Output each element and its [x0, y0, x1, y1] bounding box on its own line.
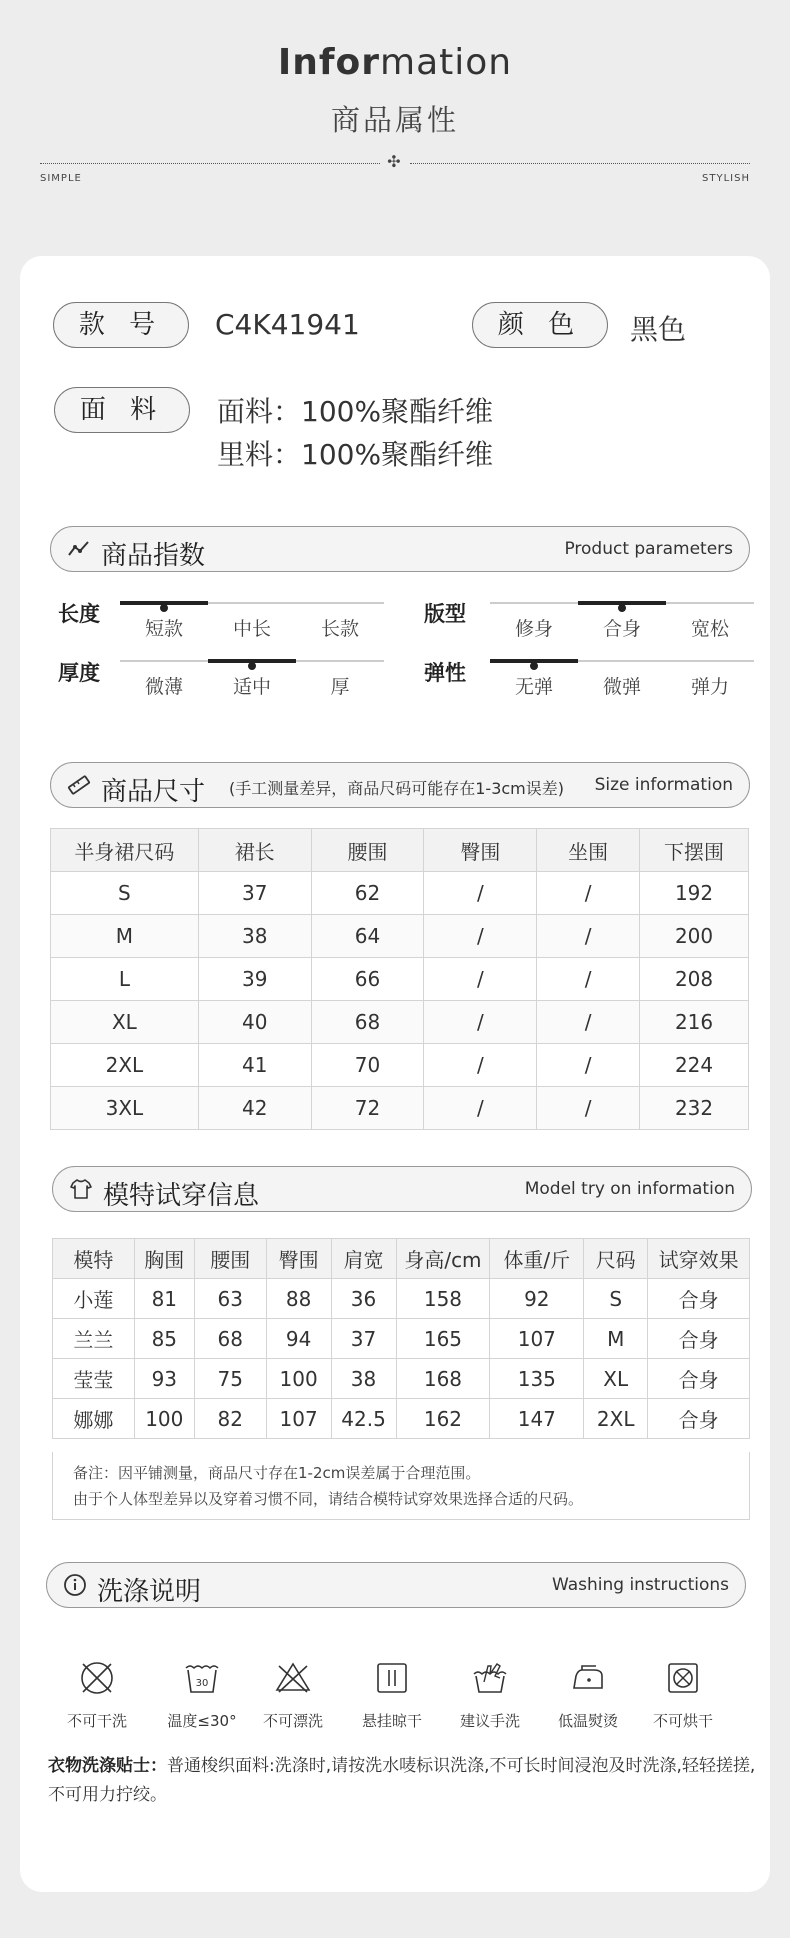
table-cell: 232: [640, 1087, 749, 1130]
table-cell: 64: [311, 915, 424, 958]
index-label: 弹性: [424, 661, 466, 685]
no-dry-clean-icon: [77, 1658, 117, 1698]
table-cell: 2XL: [584, 1399, 648, 1439]
column-header: 臀围: [266, 1239, 331, 1279]
table-row: [51, 1001, 749, 1044]
low-iron-icon: [568, 1658, 608, 1698]
model-table: [52, 1238, 750, 1439]
scale-marker: [618, 604, 626, 612]
section-en-title: Size information: [594, 775, 733, 795]
scale-marker: [160, 604, 168, 612]
table-cell: 100: [134, 1399, 194, 1439]
table-cell: XL: [584, 1359, 648, 1399]
stylish-tag: STYLISH: [702, 173, 750, 184]
model-note-box: [52, 1452, 750, 1520]
column-header: 身高/cm: [396, 1239, 490, 1279]
divider-right: [410, 163, 750, 164]
table-cell: 62: [311, 872, 424, 915]
fabric-line-2: 里料：100%聚酯纤维: [217, 438, 494, 471]
index-label: 版型: [424, 602, 466, 626]
color-value: 黑色: [630, 313, 687, 346]
scale-option: 宽松: [690, 618, 729, 640]
hand-wash-icon: [470, 1658, 510, 1698]
table-cell: 42: [198, 1087, 311, 1130]
table-cell: 2XL: [51, 1044, 199, 1087]
column-header: 半身裙尺码: [51, 829, 199, 872]
table-cell: 224: [640, 1044, 749, 1087]
table-cell: XL: [51, 1001, 199, 1044]
table-cell: L: [51, 958, 199, 1001]
column-header: 尺码: [584, 1239, 648, 1279]
page-title: Information: [277, 42, 513, 83]
wash-label: 建议手洗: [459, 1712, 520, 1730]
table-cell: /: [537, 915, 640, 958]
table-cell: 94: [266, 1319, 331, 1359]
table-cell: 168: [396, 1359, 490, 1399]
table-cell: 208: [640, 958, 749, 1001]
page-subtitle: 商品属性: [330, 103, 459, 137]
size-table: [50, 828, 749, 1130]
scale-option: 适中: [232, 676, 271, 698]
scale-option: 厚: [330, 676, 350, 698]
cross-ornament-icon: ✣: [387, 152, 401, 171]
table-cell: 75: [194, 1359, 266, 1399]
wash-label: 不可烘干: [652, 1712, 713, 1730]
table-row: [51, 915, 749, 958]
table-row: [51, 958, 749, 1001]
table-row: [53, 1279, 750, 1319]
table-cell: 36: [331, 1279, 396, 1319]
wash-instruction: [347, 1658, 437, 1731]
table-cell: /: [537, 1001, 640, 1044]
scale-option: 修身: [514, 618, 553, 640]
table-row: [53, 1399, 750, 1439]
section-en-title: Product parameters: [564, 539, 733, 559]
wash-30-icon: [182, 1658, 222, 1698]
table-cell: 38: [331, 1359, 396, 1399]
size-note: (手工测量差异，商品尺码可能存在1-3cm误差): [229, 779, 565, 798]
table-cell: 70: [311, 1044, 424, 1087]
wash-label: 悬挂晾干: [361, 1712, 422, 1730]
scale-option: 弹力: [690, 676, 729, 698]
table-cell: 41: [198, 1044, 311, 1087]
table-row: [51, 872, 749, 915]
table-cell: 92: [490, 1279, 584, 1319]
table-cell: 63: [194, 1279, 266, 1319]
table-cell: S: [584, 1279, 648, 1319]
style-no-label: 款 号: [53, 302, 189, 348]
fabric-line-1: 面料：100%聚酯纤维: [217, 395, 494, 428]
table-cell: 135: [490, 1359, 584, 1399]
table-cell: 88: [266, 1279, 331, 1319]
table-cell: 162: [396, 1399, 490, 1439]
tshirt-icon: [69, 1177, 93, 1201]
table-cell: 192: [640, 872, 749, 915]
table-cell: /: [424, 1044, 537, 1087]
scale-option: 合身: [602, 618, 641, 640]
wash-instruction: [445, 1658, 535, 1731]
table-cell: 合身: [648, 1399, 750, 1439]
column-header: 胸围: [134, 1239, 194, 1279]
table-cell: 66: [311, 958, 424, 1001]
style-no-value: C4K41941: [215, 308, 360, 341]
wash-label: 不可漂洗: [262, 1712, 323, 1730]
table-cell: 107: [490, 1319, 584, 1359]
no-tumble-dry-icon: [663, 1658, 703, 1698]
section-title: 商品尺寸: [101, 777, 206, 807]
section-title: 商品指数: [101, 541, 206, 571]
table-cell: /: [424, 1087, 537, 1130]
table-cell: 216: [640, 1001, 749, 1044]
table-cell: 107: [266, 1399, 331, 1439]
column-header: 下摆围: [640, 829, 749, 872]
wash-instruction: [543, 1658, 633, 1731]
table-cell: /: [424, 958, 537, 1001]
table-cell: 147: [490, 1399, 584, 1439]
column-header: 臀围: [424, 829, 537, 872]
scale-option: 微薄: [144, 676, 183, 698]
table-cell: 娜娜: [53, 1399, 135, 1439]
table-cell: 37: [331, 1319, 396, 1359]
table-cell: 68: [194, 1319, 266, 1359]
table-row: [53, 1359, 750, 1399]
index-scale: [490, 660, 754, 700]
scale-marker: [530, 662, 538, 670]
table-cell: /: [424, 915, 537, 958]
table-cell: 85: [134, 1319, 194, 1359]
index-scale: [120, 602, 384, 642]
column-header: 腰围: [194, 1239, 266, 1279]
column-header: 模特: [53, 1239, 135, 1279]
table-cell: S: [51, 872, 199, 915]
no-bleach-icon: [273, 1658, 313, 1698]
fabric-label: 面 料: [54, 387, 190, 433]
table-cell: 38: [198, 915, 311, 958]
ruler-icon: [67, 773, 91, 797]
table-cell: 68: [311, 1001, 424, 1044]
table-cell: 200: [640, 915, 749, 958]
table-cell: /: [537, 1044, 640, 1087]
table-cell: 100: [266, 1359, 331, 1399]
section-en-title: Washing instructions: [551, 1575, 729, 1595]
divider-left: [40, 163, 380, 164]
column-header: 裙长: [198, 829, 311, 872]
svg-text:30: 30: [195, 1678, 209, 1689]
note-line-1: 备注：因平铺测量，商品尺寸存在1-2cm误差属于合理范围。: [73, 1464, 481, 1482]
wash-instruction: [157, 1658, 247, 1731]
column-header: 肩宽: [331, 1239, 396, 1279]
wash-label: 低温熨烫: [557, 1712, 618, 1730]
simple-tag: SIMPLE: [40, 173, 82, 184]
table-cell: 小莲: [53, 1279, 135, 1319]
column-header: 试穿效果: [648, 1239, 750, 1279]
info-icon: [63, 1573, 87, 1597]
table-cell: 82: [194, 1399, 266, 1439]
table-cell: /: [537, 872, 640, 915]
model-info-header: [52, 1166, 752, 1212]
index-scale: [120, 660, 384, 700]
column-header: 体重/斤: [490, 1239, 584, 1279]
table-cell: M: [51, 915, 199, 958]
scale-option: 短款: [144, 618, 183, 640]
wash-label: 不可干洗: [66, 1712, 127, 1730]
wash-instruction: [248, 1658, 338, 1731]
scale-marker: [248, 662, 256, 670]
index-label: 厚度: [58, 661, 100, 685]
section-title: 模特试穿信息: [103, 1181, 260, 1211]
table-cell: 93: [134, 1359, 194, 1399]
size-info-header: [50, 762, 750, 808]
table-cell: 兰兰: [53, 1319, 135, 1359]
table-cell: 158: [396, 1279, 490, 1319]
table-cell: /: [424, 872, 537, 915]
column-header: 腰围: [311, 829, 424, 872]
table-cell: /: [424, 1001, 537, 1044]
table-cell: 72: [311, 1087, 424, 1130]
wash-label: 温度≤30°: [167, 1712, 237, 1730]
scale-option: 无弹: [514, 676, 553, 698]
column-header: 坐围: [537, 829, 640, 872]
section-en-title: Model try on information: [524, 1179, 735, 1199]
trend-line-icon: [67, 537, 91, 561]
table-row: [53, 1319, 750, 1359]
table-cell: 合身: [648, 1279, 750, 1319]
scale-option: 长款: [320, 618, 359, 640]
index-scale: [490, 602, 754, 642]
wash-info-header: [46, 1562, 746, 1608]
table-cell: /: [537, 1087, 640, 1130]
table-cell: M: [584, 1319, 648, 1359]
wash-instruction: [638, 1658, 728, 1731]
hang-dry-icon: [372, 1658, 412, 1698]
product-index-header: [50, 526, 750, 572]
table-cell: 81: [134, 1279, 194, 1319]
color-label: 颜 色: [472, 302, 608, 348]
wash-instruction: [52, 1658, 142, 1731]
wash-tip: 衣物洗涤贴士：普通梭织面料:洗涤时,请按洗水唛标识洗涤,不可长时间浸泡及时洗涤,轻轻搓搓,不可用力拧绞。: [48, 1756, 756, 1805]
scale-option: 微弹: [602, 676, 641, 698]
table-cell: /: [537, 958, 640, 1001]
table-cell: 合身: [648, 1359, 750, 1399]
table-cell: 40: [198, 1001, 311, 1044]
note-line-2: 由于个人体型差异以及穿着习惯不同，请结合模特试穿效果选择合适的尺码。: [73, 1490, 584, 1508]
table-row: [51, 1087, 749, 1130]
table-cell: 39: [198, 958, 311, 1001]
table-cell: 37: [198, 872, 311, 915]
table-cell: 3XL: [51, 1087, 199, 1130]
section-title: 洗涤说明: [97, 1577, 202, 1607]
table-cell: 165: [396, 1319, 490, 1359]
table-cell: 42.5: [331, 1399, 396, 1439]
table-cell: 莹莹: [53, 1359, 135, 1399]
scale-option: 中长: [232, 618, 271, 640]
index-label: 长度: [58, 602, 100, 626]
table-cell: 合身: [648, 1319, 750, 1359]
table-row: [51, 1044, 749, 1087]
